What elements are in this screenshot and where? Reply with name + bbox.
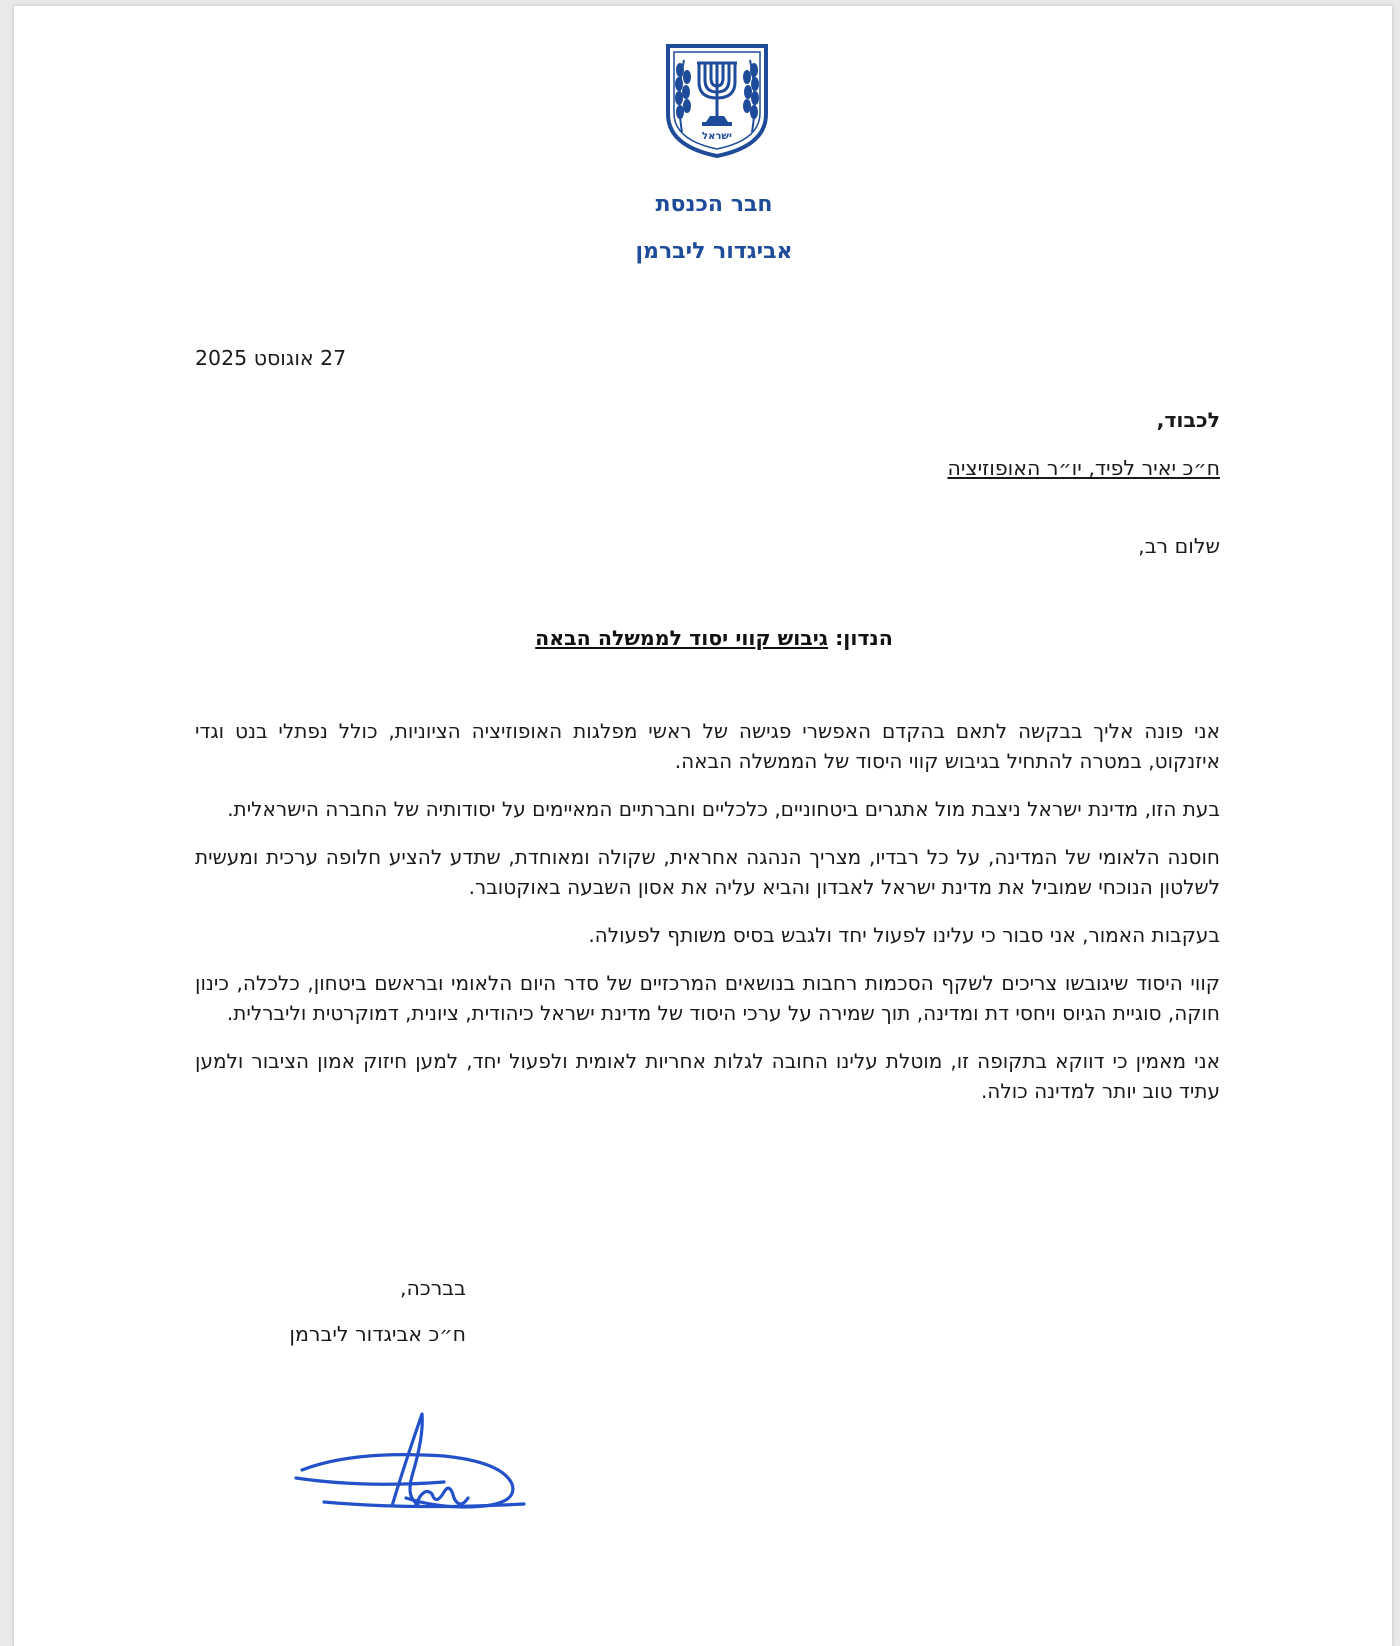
body-paragraph: אני פונה אליך בבקשה לתאם בהקדם האפשרי פגישה של ראשי מפלגות האופוזיציה הציוניות, כולל נפתלי בנט וגדי איזנקוט, במטרה להתחיל בגיבוש קווי היסוד של הממשלה הבאה. <box>195 719 1220 773</box>
body-paragraph: חוסנה הלאומי של המדינה, על כל רבדיו, מצריך הנהגה אחראית, שקולה ומאוחדת, שתדע להציע חלופה ערכית ומעשית לשלטון הנוכחי שמוביל את מדינת ישראל לאבדון והביא עליה את אסון השבעה באוקטובר. <box>195 845 1220 899</box>
body-paragraph: בעקבות האמור, אני סבור כי עלינו לפעול יחד ולגבש בסיס משותף לפעולה. <box>588 923 1220 947</box>
letter-date: 27 אוגוסט 2025 <box>195 346 347 370</box>
closing-regards: בברכה, <box>399 1276 466 1300</box>
recipient-line: ח״כ יאיר לפיד, יו״ר האופוזיציה <box>947 456 1220 480</box>
greeting: שלום רב, <box>1138 534 1220 558</box>
salutation-to: לכבוד, <box>1156 408 1220 432</box>
subject-text: גיבוש קווי יסוד לממשלה הבאה <box>535 626 828 650</box>
body-paragraph: אני מאמין כי דווקא בתקופה זו, מוטלת עלינו החובה לגלות אחריות לאומית ולפעול יחד, למען חיזוק אמון הציבור ולמען עתיד טוב יותר למדינה כולה. <box>195 1049 1220 1103</box>
state-emblem-icon <box>662 42 772 160</box>
emblem-caption: ישראל <box>702 131 732 142</box>
letter-page <box>14 6 1392 1646</box>
letterhead-name: אביגדור ליברמן <box>635 239 793 264</box>
closing-name: ח״כ אביגדור ליברמן <box>289 1322 466 1346</box>
subject-line <box>314 626 1114 650</box>
signature-image <box>294 1406 534 1526</box>
body-paragraph: קווי היסוד שיגובשו צריכים לשקף הסכמות רחבות בנושאים המרכזיים של סדר היום הלאומי ובראשם ביטחון, כלכלה, כינון חוקה, סוגיית הגיוס ויחסי דת ומדינה, תוך שמירה על ערכי היסוד של מדינת ישראל כיהודית, ציונית, דמוקרטית וליברלית. <box>195 971 1220 1025</box>
letterhead-title: חבר הכנסת <box>655 192 773 217</box>
subject-label: הנדון: <box>835 626 893 650</box>
letter-body <box>195 716 1220 1124</box>
body-paragraph: בעת הזו, מדינת ישראל ניצבת מול אתגרים ביטחוניים, כלכליים וחברתיים המאיימים על יסודותיה של החברה הישראלית. <box>227 797 1220 821</box>
